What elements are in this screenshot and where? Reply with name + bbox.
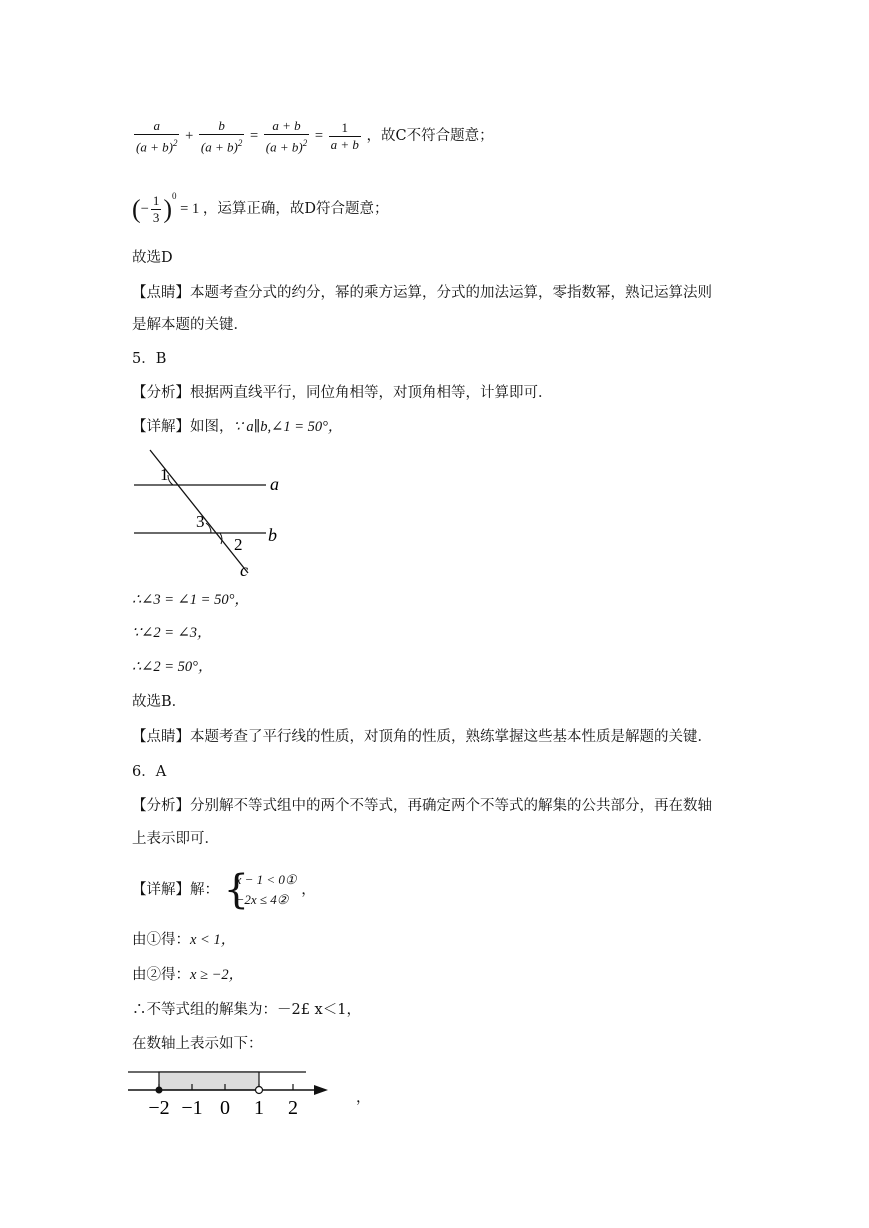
- closed-endpoint: [156, 1087, 163, 1094]
- from-1: 由①得：x < 1，: [132, 932, 236, 948]
- formula-d: (− $\frac{1}{3}$ )$^0$ = 1: [132, 191, 200, 226]
- axis-arrow: [314, 1085, 328, 1095]
- comment-5: 【点睛】本题考查了平行线的性质，对顶角的性质，熟练掌握这些基本性质是解题的关键．: [132, 729, 712, 745]
- fig-label-b: b: [268, 525, 277, 545]
- fig-label-1: 1: [160, 465, 169, 484]
- parallel-lines-figure: [130, 448, 300, 580]
- fig-label-2: 2: [234, 535, 243, 554]
- tick-label-0: 0: [220, 1097, 230, 1119]
- comment-4b: 是解本题的关键．: [132, 317, 248, 333]
- step-3: ∴∠2 = 50°，: [132, 659, 213, 675]
- comment-4a: 【点睛】本题考查分式的约分，幂的乘方运算，分式的加法运算，零指数幂，熟记运算法则: [132, 285, 712, 301]
- choose-b: 故选B．: [132, 694, 187, 710]
- formula-c-line: [132, 118, 494, 155]
- detail-5: 【详解】如图，∵ a∥b,∠1 = 50°，: [132, 419, 343, 435]
- step-2: ∵∠2 = ∠3，: [132, 625, 212, 641]
- number-line: [128, 1064, 338, 1120]
- formula-d-line: [132, 186, 388, 226]
- fig-label-a: a: [270, 474, 279, 494]
- trailing-comma: ，: [356, 1090, 371, 1106]
- solution-region: [159, 1072, 259, 1090]
- choose-d: 故选D: [132, 250, 173, 266]
- fig-label-3: 3: [196, 512, 205, 531]
- analysis-6b: 上表示即可．: [132, 831, 219, 847]
- question-5: 5．B: [132, 351, 167, 367]
- solution-set: ∴不等式组的解集为：－2£ x＜1，: [132, 1002, 361, 1018]
- inequality-system: { x − 1 < 0① −2x ≤ 4②: [223, 867, 297, 913]
- tick-label-1: 1: [254, 1097, 264, 1119]
- open-endpoint: [256, 1087, 263, 1094]
- analysis-5: 【分析】根据两直线平行，同位角相等，对顶角相等，计算即可．: [132, 385, 553, 401]
- step-1: ∴∠3 = ∠1 = 50°，: [132, 592, 249, 608]
- formula-c: $\frac{a}{(a + b)^2}$ + $\frac{b}{(a + b)^2}$ = $\frac{a + b}{(a + b)^2}$ = $\frac{1}{a + b}$: [136, 118, 359, 155]
- tick-label-m2: −2: [148, 1097, 170, 1119]
- formula-c-text: ，故C不符合题意；: [366, 128, 494, 144]
- tick-label-m1: −1: [181, 1097, 203, 1119]
- question-6: 6．A: [132, 764, 167, 780]
- tick-label-2: 2: [288, 1097, 298, 1119]
- numberline-intro: 在数轴上表示如下：: [132, 1036, 263, 1052]
- from-2: 由②得：x ≥ −2，: [132, 967, 244, 983]
- formula-d-text: ，运算正确，故D符合题意；: [202, 201, 389, 217]
- analysis-6a: 【分析】分别解不等式组中的两个不等式，再确定两个不等式的解集的公共部分，再在数轴: [132, 798, 712, 814]
- fig-label-c: c: [240, 560, 248, 580]
- detail-6: 【详解】解： { x − 1 < 0① −2x ≤ 4② ，: [132, 867, 316, 913]
